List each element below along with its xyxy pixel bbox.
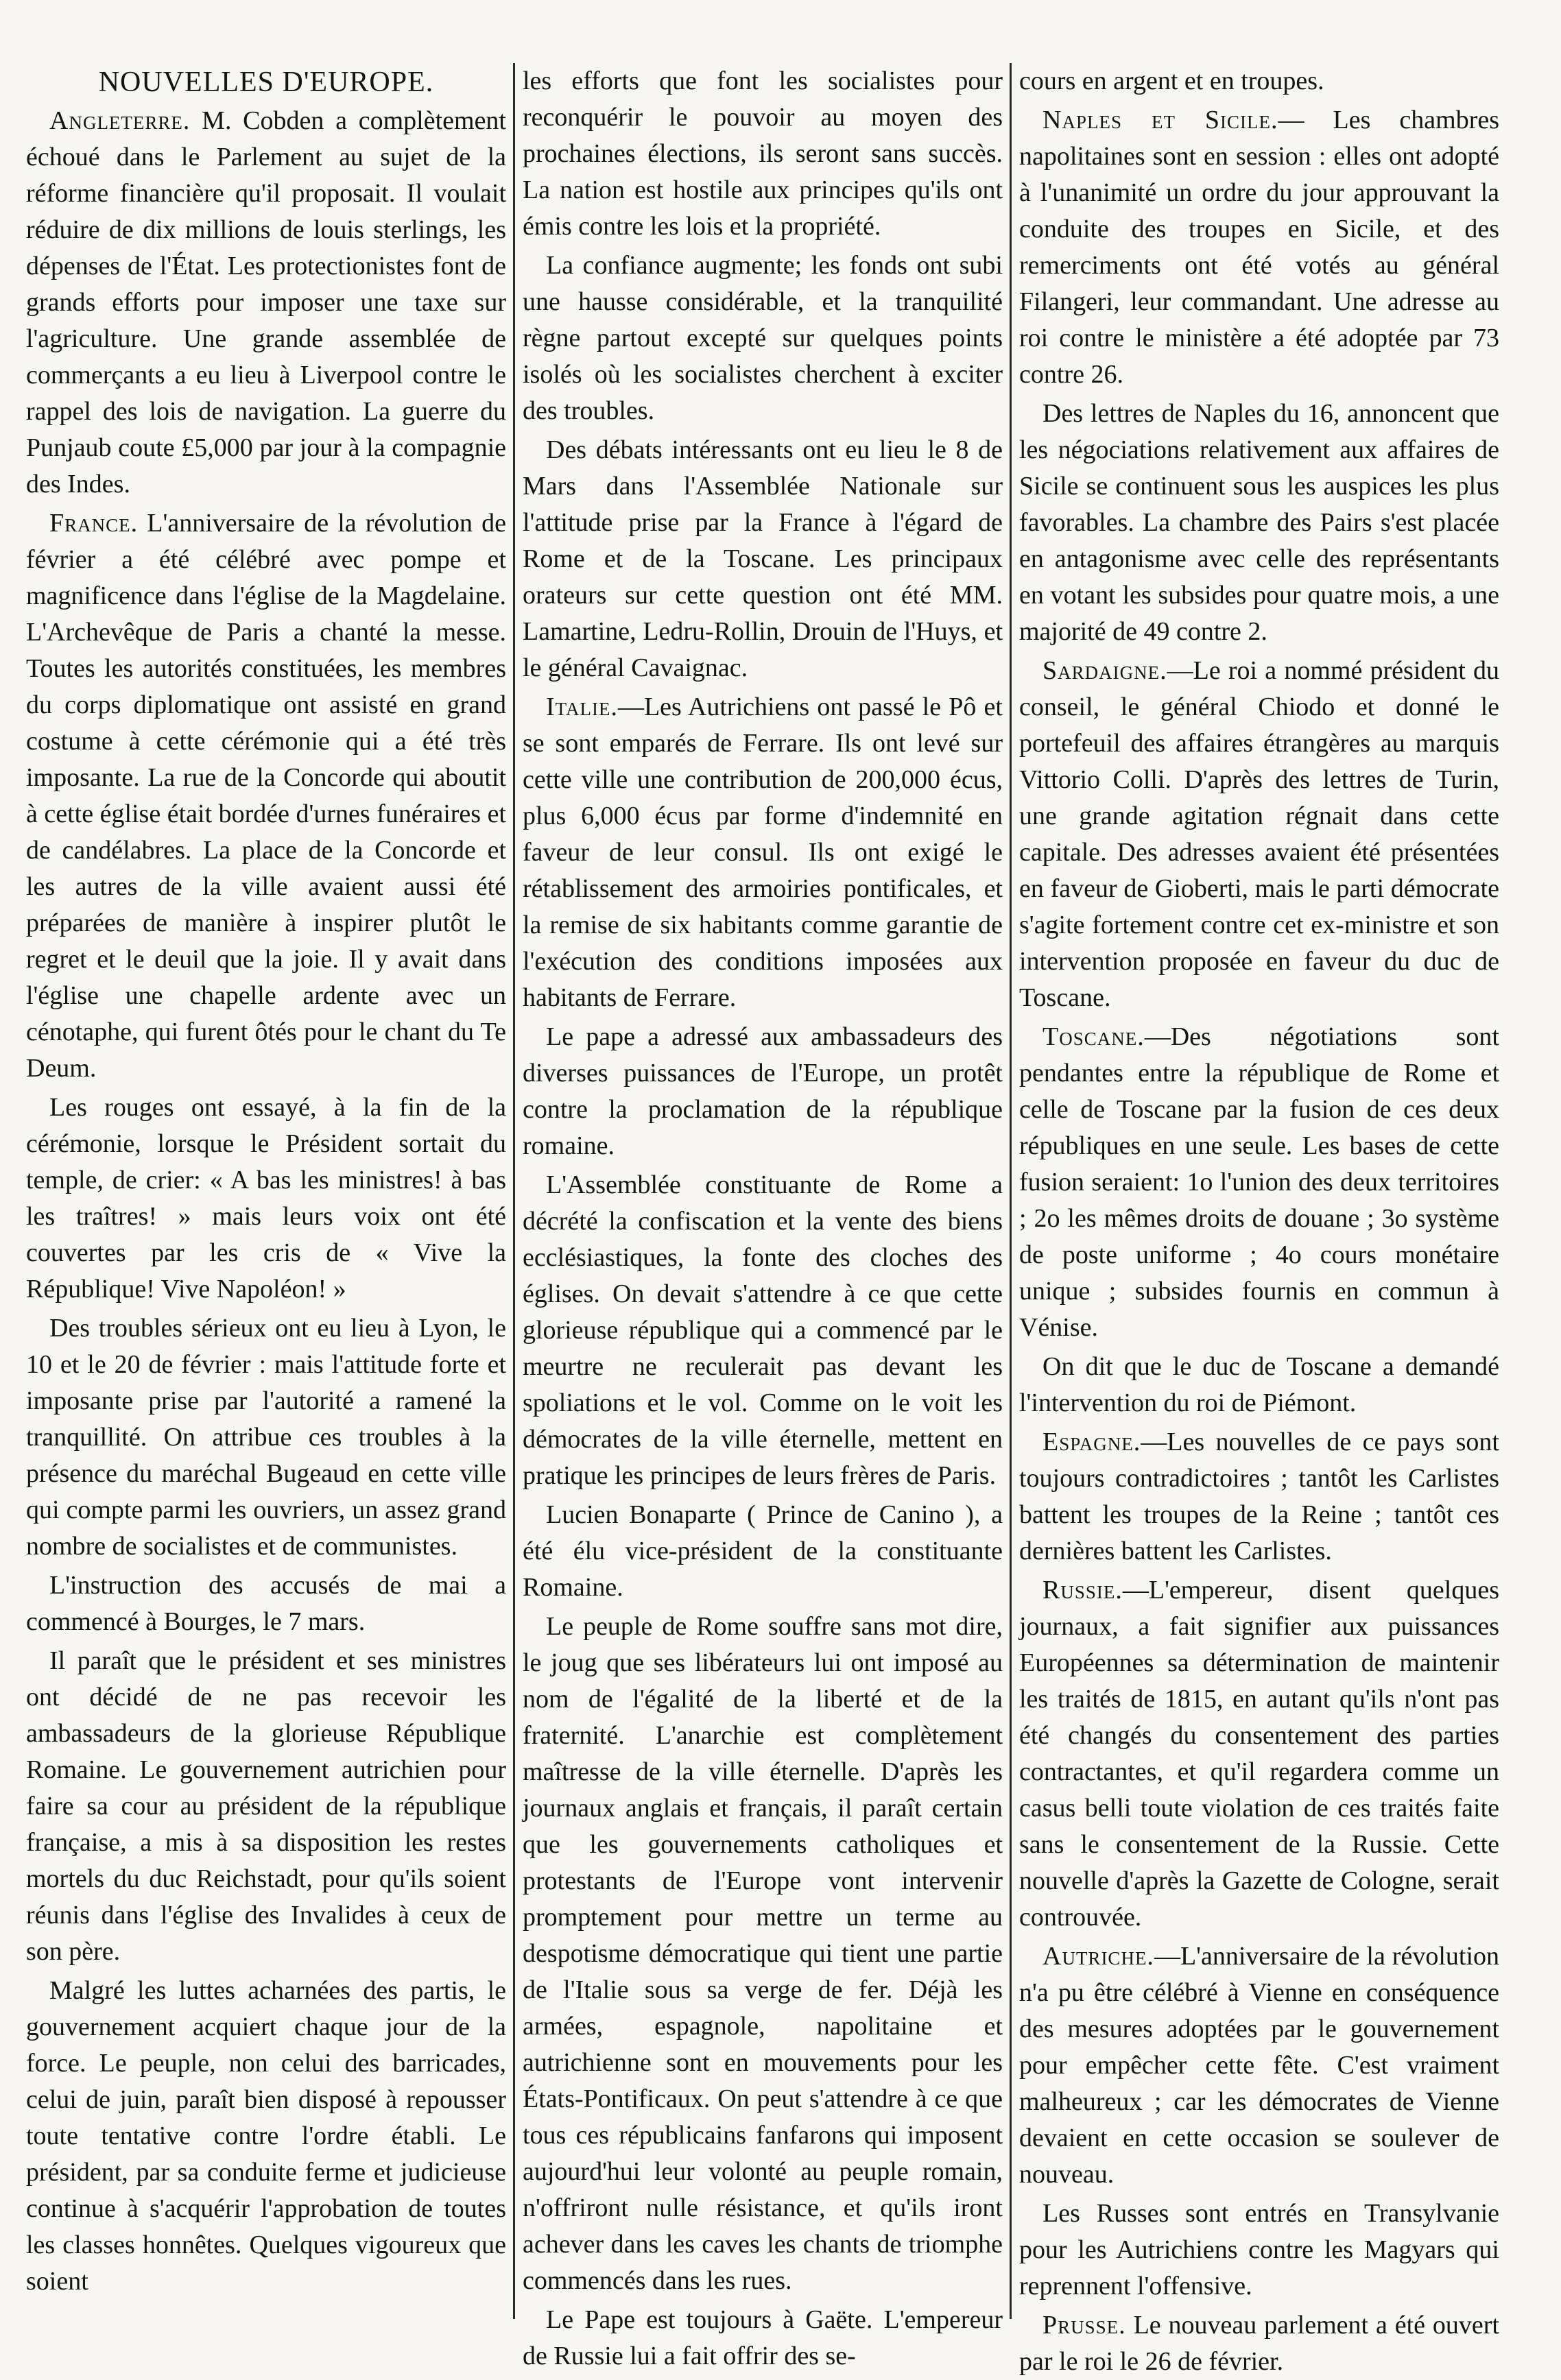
column-1 — [26, 63, 506, 2319]
paragraph-text: L'instruction des accusés de mai a commencé à Bourges, le 7 mars. — [26, 1571, 506, 1636]
paragraph-text: M. Cobden a complètement échoué dans le Parlement au sujet de la réforme financière qu'il proposait. Il voulait réduire de dix millions de louis sterlings, les dépenses de l'État. Les protectionistes font de grands efforts pour imposer une taxe sur l'agriculture. Une grande assemblée de commerçants a eu lieu à Liverpool contre le rappel des lois de navigation. La guerre du Punjaub coute £5,000 par jour à la compagnie des Indes. — [26, 106, 506, 498]
article-paragraph — [26, 1567, 506, 1640]
paragraph-text: Le pape a adressé aux ambassadeurs des diverses puissances de l'Europe, un protêt contre la proclamation de la république romaine. — [523, 1022, 1003, 1160]
country-lead: Toscane. — [1042, 1022, 1145, 1051]
article-paragraph — [523, 1497, 1003, 1606]
paragraph-text: —Les nouvelles de ce pays sont toujours contradictoires ; tantôt les Carlistes battent les troupes de la Reine ; tantôt ces dernières battent les Carlistes. — [1019, 1428, 1499, 1565]
paragraph-text: Des débats intéressants ont eu lieu le 8 de Mars dans l'Assemblée Nationale sur l'attitude prise par la France à l'égard de Rome et de la Toscane. Les principaux orateurs sur cette question ont été MM. Lamartine, Ledru-Rollin, Drouin de l'Huys, et le général Cavaignac. — [523, 435, 1003, 682]
paragraph-text: les efforts que font les socialistes pour reconquérir le pouvoir au moyen des prochaines élections, ils seront sans succès. La nation est hostile aux principes qu'ils ont émis contre les lois et la propriété. — [523, 67, 1003, 241]
country-lead: Naples et Sicile. — [1042, 106, 1278, 134]
paragraph-text: Des lettres de Naples du 16, annoncent que les négociations relativement aux affaires de Sicile se continuent sous les auspices les plus favorables. La chambre des Pairs s'est placée en antagonisme avec celle des représentants en votant les subsides pour quatre mois, a une majorité de 49 contre 2. — [1019, 399, 1499, 646]
column-rule-1 — [513, 63, 515, 2319]
country-lead: Russie. — [1042, 1576, 1123, 1604]
country-lead: Autriche. — [1042, 1942, 1154, 1971]
paragraph-text: Malgré les luttes acharnées des partis, le gouvernement acquiert chaque jour de la force. Le peuple, non celui des barricades, celui de juin, paraît bien disposé à repousser toute tentative contre l'ordre établi. Le président, par sa conduite ferme et judicieuse continue à s'acquérir l'approbation de toutes les classes honnêtes. Quelques vigoureux que soient — [26, 1976, 506, 2296]
paragraph-text: Des troubles sérieux ont eu lieu à Lyon, le 10 et le 20 de février : mais l'attitude forte et imposante prise par l'autorité a ramené la tranquillité. On attribue ces troubles à la présence du maréchal Bugeaud en cette ville qui compte parmi les ouvriers, un assez grand nombre de socialistes et de communistes. — [26, 1314, 506, 1561]
country-lead: Prusse. — [1042, 2311, 1126, 2340]
paragraph-text: —Le roi a nommé président du conseil, le général Chiodo et donné le portefeuil des affaires étrangères au marquis Vittorio Colli. D'après des lettres de Turin, une grande agitation régnait dans cette capitale. Des adresses avaient été présentées en faveur de Gioberti, mais le parti démocrate s'agite fortement contre cet ex-ministre et son intervention proposée en faveur du duc de Toscane. — [1019, 656, 1499, 1012]
article-paragraph — [26, 1643, 506, 1970]
paragraph-text: Le nouveau parlement a été ouvert par le roi le 26 de février. — [1019, 2311, 1499, 2376]
article-paragraph — [1019, 1938, 1499, 2193]
article-paragraph — [523, 248, 1003, 429]
article-paragraph — [1019, 1424, 1499, 1570]
paragraph-text: cours en argent et en troupes. — [1019, 67, 1324, 95]
section-heading: NOUVELLES D'EUROPE. — [98, 67, 434, 98]
article-paragraph — [1019, 102, 1499, 393]
article-paragraph — [1019, 1349, 1499, 1421]
country-lead: France. — [49, 509, 139, 538]
country-lead: Angleterre. — [49, 106, 191, 135]
column-3 — [1019, 63, 1499, 2376]
article-paragraph — [523, 1167, 1003, 1494]
paragraph-text: Il paraît que le président et ses ministres ont décidé de ne pas recevoir les ambassadeurs de la glorieuse République Romaine. Le gouvernement autrichien pour faire sa cour au président de la république française, a mis à sa disposition les restes mortels du duc Reichstadt, pour qu'ils soient réunis dans l'église des Invalides à ceux de son père. — [26, 1646, 506, 1966]
article-paragraph — [26, 103, 506, 503]
paragraph-text: Le peuple de Rome souffre sans mot dire, le joug que ses libérateurs lui ont imposé au nom de l'égalité de la liberté et de la fraternité. L'anarchie est complètement maîtresse de la ville éternelle. D'après les journaux anglais et français, il paraît certain que les gouvernements catholiques et protestants de l'Europe vont intervenir promptement pour mettre un terme au despotisme démocratique qui tient une partie de l'Italie sous sa verge de fer. Déjà les armées, espagnole, napolitaine et autrichienne sont en mouvements pour les États-Pontificaux. On peut s'attendre à ce que tous ces républicains fanfarons qui imposent aujourd'hui leur volonté au peuple romain, n'offriront nulle résistance, et qu'ils iront achever dans les caves les chants de triomphe commencés dans les rues. — [523, 1612, 1003, 2295]
paragraph-text: On dit que le duc de Toscane a demandé l'intervention du roi de Piémont. — [1019, 1352, 1499, 1417]
article-paragraph — [523, 689, 1003, 1016]
paragraph-text: —Des négotiations sont pendantes entre la république de Rome et celle de Toscane par la fusion de ces deux républiques en une seule. Les bases de cette fusion seraient: 1o l'union des deux territoires ; 2o les mêmes droits de douane ; 3o système de poste uniforme ; 4o cours monétaire unique ; subsides fournis en commun à Vénise. — [1019, 1022, 1499, 1342]
paragraph-text: —L'empereur, disent quelques journaux, a fait signifier aux puissances Européennes sa détermination de maintenir les traités de 1815, en autant qu'ils n'ont pas été changés du consentement des parties contractantes, et qu'il regardera comme un casus belli toute violation de ces traités faite sans le consentement de la Russie. Cette nouvelle d'après la Gazette de Cologne, serait controuvée. — [1019, 1576, 1499, 1932]
country-lead: Italie. — [546, 693, 618, 721]
article-paragraph — [523, 432, 1003, 686]
article-paragraph — [1019, 2196, 1499, 2305]
paragraph-text: Lucien Bonaparte ( Prince de Canino ), a été élu vice-président de la constituante Romaine. — [523, 1500, 1003, 1602]
paragraph-text: — Les chambres napolitaines sont en session : elles ont adopté à l'unanimité un ordre du jour approuvant la conduite des troupes en Sicile, et des remerciments ont été votés au général Filangeri, leur commandant. Une adresse au roi contre le ministère a été adoptée par 73 contre 26. — [1019, 106, 1499, 389]
article-paragraph — [523, 1609, 1003, 2299]
paragraph-text: —Les Autrichiens ont passé le Pô et se sont emparés de Ferrare. Ils ont levé sur cette ville une contribution de 200,000 écus, plus 6,000 écus par forme d'indemnité en faveur de leur consul. Ils ont exigé le rétablissement des armoiries pontificales, et la remise de six habitants comme garantie de l'exécution des conditions imposées aux habitants de Ferrare. — [523, 693, 1003, 1012]
article-paragraph — [1019, 396, 1499, 650]
article-paragraph — [1019, 63, 1499, 99]
country-lead: Sardaigne. — [1042, 656, 1167, 685]
paragraph-text: L'Assemblée constituante de Rome a décrété la confiscation et la vente des biens ecclésiastiques, la fonte des cloches des églises. On devait s'attendre à ce que cette glorieuse république qui a commencé par le meurtre ne reculerait pas devant les spoliations et le vol. Comme on le voit les démocrates de la ville éternelle, mettent en pratique les principes de leurs frères de Paris. — [523, 1170, 1003, 1490]
article-paragraph — [1019, 653, 1499, 1016]
article-paragraph — [1019, 1019, 1499, 1346]
country-lead: Espagne. — [1042, 1428, 1141, 1456]
article-paragraph — [26, 1090, 506, 1308]
article-paragraph — [26, 1310, 506, 1565]
column-2 — [523, 63, 1003, 2370]
column-rule-2 — [1010, 63, 1012, 2319]
article-paragraph — [1019, 2307, 1499, 2380]
article-paragraph — [26, 1973, 506, 2300]
paragraph-text: Le Pape est toujours à Gaëte. L'empereur de Russie lui a fait offrir des se- — [523, 2305, 1003, 2370]
paragraph-text: Les Russes sont entrés en Transylvanie pour les Autrichiens contre les Magyars qui reprennent l'offensive. — [1019, 2199, 1499, 2300]
paragraph-text: —L'anniversaire de la révolution n'a pu être célébré à Vienne en conséquence des mesures adoptées par le gouvernement pour empêcher cette fête. C'est vraiment malheureux ; car les démocrates de Vienne devaient en cette occasion se soulever de nouveau. — [1019, 1942, 1499, 2189]
article-paragraph — [26, 505, 506, 1087]
paragraph-text: La confiance augmente; les fonds ont subi une hausse considérable, et la tranquilité règne partout excepté sur quelques points isolés où les socialistes cherchent à exciter des troubles. — [523, 251, 1003, 425]
article-paragraph — [523, 2302, 1003, 2375]
article-paragraph — [523, 63, 1003, 245]
paragraph-text: L'anniversaire de la révolution de février a été célébré avec pompe et magnificence dans l'église de la Magdelaine. L'Archevêque de Paris a chanté la messe. Toutes les autorités constituées, les membres du corps diplomatique ont assisté en grand costume à cette cérémonie qui a été très imposante. La rue de la Concorde qui aboutit à cette église était bordée d'urnes funéraires et de candélabres. La place de la Concorde et les autres de la ville avaient aussi été préparées de manière à inspirer plutôt le regret et le deuil que la joie. Il y avait dans l'église une chapelle ardente avec un cénotaphe, qui furent ôtés pour le chant du Te Deum. — [26, 509, 506, 1083]
article-paragraph — [523, 1019, 1003, 1164]
paragraph-text: Les rouges ont essayé, à la fin de la cérémonie, lorsque le Président sortait du temple, de crier: « A bas les ministres! à bas les traîtres! » mais leurs voix ont été couvertes par les cris de « Vive la République! Vive Napoléon! » — [26, 1093, 506, 1303]
article-paragraph — [1019, 1572, 1499, 1936]
